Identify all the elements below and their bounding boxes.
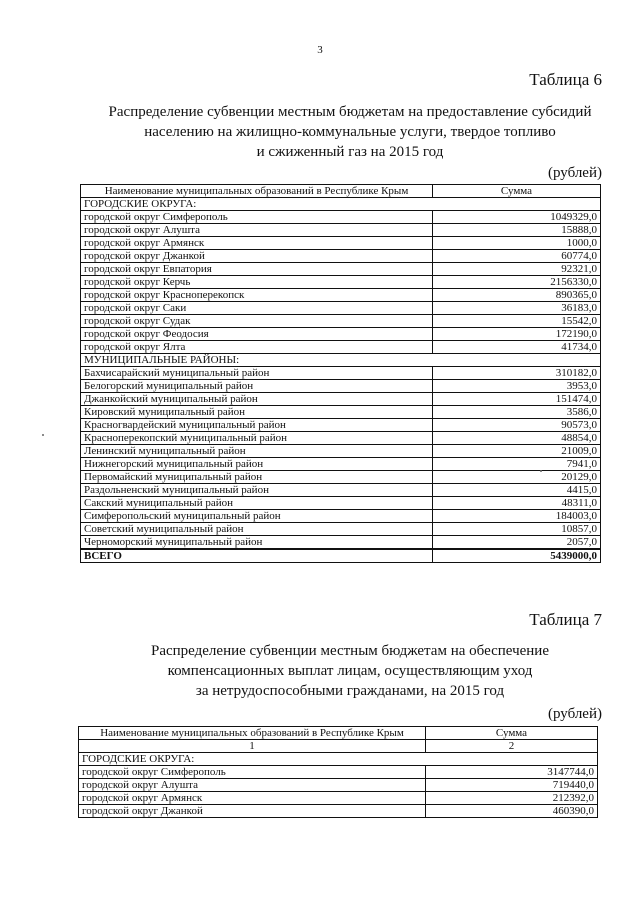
municipality-name: городской округ Армянск	[81, 237, 433, 250]
amount-value: 36183,0	[433, 302, 601, 315]
table-row	[81, 458, 601, 471]
municipality-name: Нижнегорский муниципальный район	[81, 458, 433, 471]
table-row	[81, 276, 601, 289]
table6	[80, 184, 601, 563]
table7-col-numbers-row	[79, 740, 598, 753]
amount-value: 3147744,0	[426, 766, 598, 779]
amount-value: 151474,0	[433, 393, 601, 406]
municipality-name: городской округ Джанкой	[79, 805, 426, 818]
table7-urban-section-label: ГОРОДСКИЕ ОКРУГА:	[79, 753, 598, 766]
table-row	[81, 523, 601, 536]
municipality-name: Бахчисарайский муниципальный район	[81, 367, 433, 380]
amount-value: 212392,0	[426, 792, 598, 805]
table7-col-number-1: 1	[79, 740, 426, 753]
municipality-name: городской округ Евпатория	[81, 263, 433, 276]
table-row	[81, 419, 601, 432]
total-value: 5439000,0	[433, 549, 601, 563]
table7-urban-section-row	[79, 753, 598, 766]
table7-col-number-2: 2	[426, 740, 598, 753]
table7-title-line-1: Распределение субвенции местным бюджетам на обеспечение	[151, 643, 549, 659]
municipality-name: городской округ Феодосия	[81, 328, 433, 341]
municipality-name: городской округ Симферополь	[79, 766, 426, 779]
table-row	[81, 432, 601, 445]
table6-urban-section-label: ГОРОДСКИЕ ОКРУГА:	[81, 198, 601, 211]
table6-title-line-3: и сжиженный газ на 2015 год	[256, 144, 444, 160]
table-row	[81, 302, 601, 315]
amount-value: 460390,0	[426, 805, 598, 818]
table6-header-row	[81, 185, 601, 198]
municipality-name: городской округ Ялта	[81, 341, 433, 354]
table-row	[81, 406, 601, 419]
municipality-name: Раздольненский муниципальный район	[81, 484, 433, 497]
table-row	[79, 766, 598, 779]
amount-value: 310182,0	[433, 367, 601, 380]
table7-title-line-2: компенсационных выплат лицам, осуществляющим уход	[167, 663, 533, 679]
municipality-name: городской округ Судак	[81, 315, 433, 328]
table6-title	[60, 102, 640, 162]
table6-title-line-1: Распределение субвенции местным бюджетам на предоставление субсидий	[108, 104, 592, 120]
municipality-name: Джанкойский муниципальный район	[81, 393, 433, 406]
amount-value: 3586,0	[433, 406, 601, 419]
municipality-name: городской округ Джанкой	[81, 250, 433, 263]
table7	[78, 726, 598, 818]
table-row	[81, 380, 601, 393]
amount-value: 15888,0	[433, 224, 601, 237]
table7-header-name: Наименование муниципальных образований в Республике Крым	[79, 727, 426, 740]
amount-value: 3953,0	[433, 380, 601, 393]
table-row	[81, 224, 601, 237]
table6-title-line-2: населению на жилищно-коммунальные услуги, твердое топливо	[144, 124, 556, 140]
table6-urban-section-row	[81, 198, 601, 211]
table6-header-sum: Сумма	[433, 185, 601, 198]
municipality-name: Первомайский муниципальный район	[81, 471, 433, 484]
amount-value: 92321,0	[433, 263, 601, 276]
table-row	[81, 471, 601, 484]
amount-value: 90573,0	[433, 419, 601, 432]
amount-value: 184003,0	[433, 510, 601, 523]
municipality-name: городской округ Алушта	[81, 224, 433, 237]
municipality-name: Симферопольский муниципальный район	[81, 510, 433, 523]
amount-value: 10857,0	[433, 523, 601, 536]
table-row	[81, 315, 601, 328]
amount-value: 48854,0	[433, 432, 601, 445]
municipality-name: городской округ Симферополь	[81, 211, 433, 224]
table-row	[81, 367, 601, 380]
municipality-name: Ленинский муниципальный район	[81, 445, 433, 458]
table7-header-sum: Сумма	[426, 727, 598, 740]
municipality-name: Белогорский муниципальный район	[81, 380, 433, 393]
municipality-name: Красноперекопский муниципальный район	[81, 432, 433, 445]
scan-speck	[540, 470, 542, 472]
table7-header-row	[79, 727, 598, 740]
table-row	[79, 779, 598, 792]
table7-title-line-3: за нетрудоспособными гражданами, на 2015 год	[195, 683, 505, 699]
table-row	[81, 393, 601, 406]
municipality-name: Черноморский муниципальный район	[81, 536, 433, 550]
table6-unit: (рублей)	[547, 165, 602, 181]
amount-value: 719440,0	[426, 779, 598, 792]
table-row	[81, 484, 601, 497]
table-row	[81, 445, 601, 458]
table-row	[81, 289, 601, 302]
table-row	[81, 341, 601, 354]
municipality-name: Сакский муниципальный район	[81, 497, 433, 510]
amount-value: 4415,0	[433, 484, 601, 497]
amount-value: 21009,0	[433, 445, 601, 458]
table-row	[81, 237, 601, 250]
amount-value: 60774,0	[433, 250, 601, 263]
table7-title	[60, 641, 640, 701]
page-number: 3	[317, 44, 323, 56]
table-row	[81, 536, 601, 550]
municipality-name: Красногвардейский муниципальный район	[81, 419, 433, 432]
municipality-name: городской округ Алушта	[79, 779, 426, 792]
table-row	[81, 250, 601, 263]
table-row	[79, 792, 598, 805]
amount-value: 48311,0	[433, 497, 601, 510]
table6-districts-section-row	[81, 354, 601, 367]
amount-value: 172190,0	[433, 328, 601, 341]
municipality-name: городской округ Керчь	[81, 276, 433, 289]
table6-total-row	[81, 549, 601, 563]
amount-value: 2156330,0	[433, 276, 601, 289]
amount-value: 41734,0	[433, 341, 601, 354]
table-row	[81, 211, 601, 224]
municipality-name: городской округ Саки	[81, 302, 433, 315]
amount-value: 1049329,0	[433, 211, 601, 224]
amount-value: 15542,0	[433, 315, 601, 328]
table7-unit: (рублей)	[547, 706, 602, 722]
municipality-name: городской округ Армянск	[79, 792, 426, 805]
scan-speck	[42, 434, 44, 436]
table6-label: Таблица 6	[529, 70, 602, 89]
municipality-name: Советский муниципальный район	[81, 523, 433, 536]
municipality-name: Кировский муниципальный район	[81, 406, 433, 419]
amount-value: 20129,0	[433, 471, 601, 484]
amount-value: 1000,0	[433, 237, 601, 250]
table6-header-name: Наименование муниципальных образований в Республике Крым	[81, 185, 433, 198]
total-label: ВСЕГО	[81, 549, 433, 563]
table-row	[81, 263, 601, 276]
amount-value: 7941,0	[433, 458, 601, 471]
table6-districts-section-label: МУНИЦИПАЛЬНЫЕ РАЙОНЫ:	[81, 354, 601, 367]
municipality-name: городской округ Красноперекопск	[81, 289, 433, 302]
amount-value: 2057,0	[433, 536, 601, 550]
amount-value: 890365,0	[433, 289, 601, 302]
table-row	[81, 510, 601, 523]
table7-label: Таблица 7	[529, 610, 602, 629]
table-row	[81, 497, 601, 510]
table-row	[81, 328, 601, 341]
table-row	[79, 805, 598, 818]
